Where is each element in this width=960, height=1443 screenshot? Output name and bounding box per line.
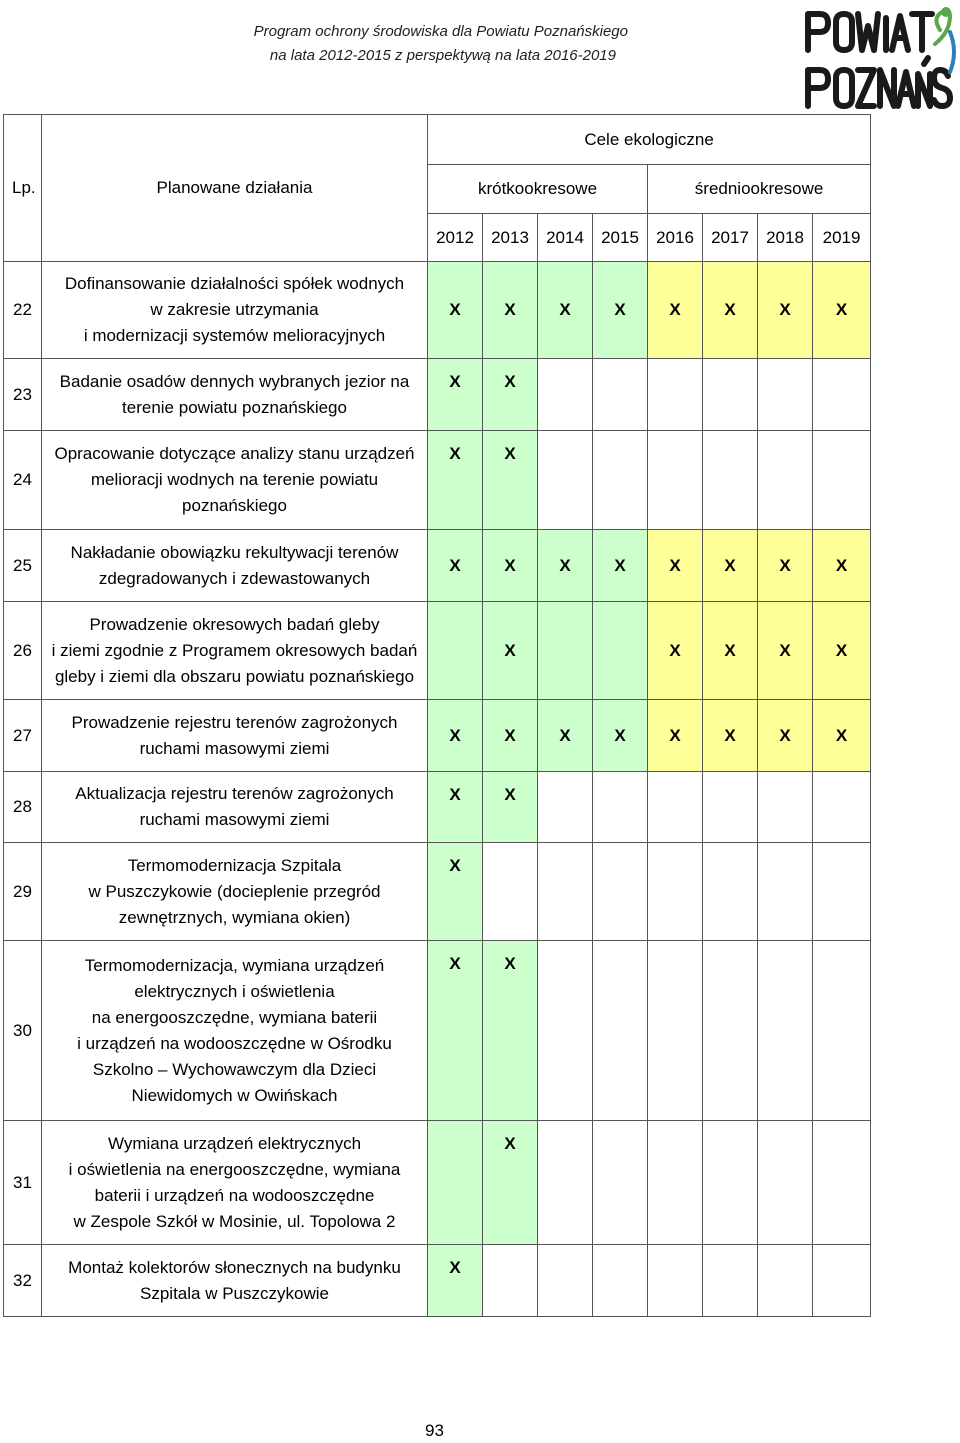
year-mark-cell — [758, 843, 813, 941]
year-mark-cell — [593, 1245, 648, 1317]
year-mark-cell — [593, 843, 648, 941]
x-mark: X — [779, 555, 791, 575]
year-mark-cell — [813, 941, 871, 1121]
year-mark-cell — [813, 772, 871, 843]
row-number: 26 — [4, 602, 42, 700]
year-mark-cell — [703, 772, 758, 843]
row-number: 22 — [4, 262, 42, 359]
year-header: 2017 — [703, 214, 758, 262]
action-description: Prowadzenie okresowych badań gleby i ziemi zgodnie z Programem okresowych badań gleby i ziemi dla obszaru powiatu poznańskiego — [42, 602, 428, 700]
year-header: 2012 — [428, 214, 483, 262]
action-description: Opracowanie dotyczące analizy stanu urządzeń melioracji wodnych na terenie powiatu poznańskiego — [42, 431, 428, 530]
x-mark: X — [504, 725, 516, 745]
table-row — [4, 359, 871, 431]
action-description: Aktualizacja rejestru terenów zagrożonych ruchami masowymi ziemi — [42, 772, 428, 843]
year-mark-cell — [648, 1121, 703, 1245]
x-mark: X — [835, 300, 848, 319]
x-mark: X — [504, 640, 516, 660]
x-mark: X — [449, 300, 461, 319]
x-mark: X — [724, 640, 736, 660]
year-mark-cell — [483, 1245, 538, 1317]
row-number: 25 — [4, 530, 42, 602]
year-mark-cell — [758, 262, 813, 359]
x-mark: X — [504, 444, 516, 463]
row-number: 27 — [4, 700, 42, 772]
x-mark: X — [449, 954, 461, 973]
year-mark-cell — [758, 431, 813, 530]
year-mark-cell — [648, 530, 703, 602]
year-mark-cell — [593, 431, 648, 530]
header-line-1: Program ochrony środowiska dla Powiatu Poznańskiego — [253, 23, 628, 40]
year-mark-cell — [483, 772, 538, 843]
x-mark: X — [614, 555, 626, 575]
year-mark-cell — [813, 431, 871, 530]
x-mark: X — [559, 300, 571, 319]
year-mark-cell — [703, 431, 758, 530]
year-mark-cell — [483, 530, 538, 602]
action-description: Termomodernizacja, wymiana urządzeń elektrycznych i oświetlenia na energooszczędne, wymiana baterii i urządzeń na wodooszczędne w Ośrodku Szkolno – Wychowawczym dla Dzieci Niewidomych w Owińskach — [42, 941, 428, 1121]
x-mark: X — [669, 725, 681, 745]
x-mark: X — [449, 1258, 461, 1277]
year-mark-cell — [483, 1121, 538, 1245]
action-description: Nakładanie obowiązku rekultywacji terenów zdegradowanych i zdewastowanych — [42, 530, 428, 602]
year-mark-cell — [428, 772, 483, 843]
year-mark-cell — [428, 843, 483, 941]
x-mark: X — [614, 300, 626, 319]
x-mark: X — [835, 555, 848, 575]
powiat-poznanski-logo — [800, 2, 960, 112]
x-mark: X — [449, 725, 461, 745]
year-mark-cell — [813, 700, 871, 772]
year-mark-cell — [593, 359, 648, 431]
year-mark-cell — [538, 602, 593, 700]
year-mark-cell — [648, 941, 703, 1121]
year-mark-cell — [648, 772, 703, 843]
year-mark-cell — [758, 772, 813, 843]
table-row — [4, 1245, 871, 1317]
year-mark-cell — [538, 700, 593, 772]
year-mark-cell — [428, 1121, 483, 1245]
year-mark-cell — [703, 530, 758, 602]
table-row — [4, 772, 871, 843]
year-mark-cell — [758, 359, 813, 431]
x-mark: X — [449, 372, 461, 391]
year-mark-cell — [428, 431, 483, 530]
year-mark-cell — [483, 941, 538, 1121]
table-row — [4, 530, 871, 602]
year-mark-cell — [703, 1245, 758, 1317]
year-mark-cell — [483, 359, 538, 431]
year-mark-cell — [593, 262, 648, 359]
year-mark-cell — [758, 602, 813, 700]
year-mark-cell — [703, 602, 758, 700]
year-header: 2019 — [813, 214, 871, 262]
year-mark-cell — [758, 700, 813, 772]
table-row — [4, 431, 871, 530]
year-mark-cell — [593, 772, 648, 843]
year-mark-cell — [428, 262, 483, 359]
table-row — [4, 262, 871, 359]
year-mark-cell — [703, 700, 758, 772]
year-mark-cell — [428, 530, 483, 602]
x-mark: X — [669, 300, 681, 319]
year-mark-cell — [648, 700, 703, 772]
table-row — [4, 843, 871, 941]
action-description: Wymiana urządzeń elektrycznych i oświetlenia na energooszczędne, wymiana baterii i urządzeń na wodooszczędne w Zespole Szkół w Mosinie, ul. Topolowa 2 — [42, 1121, 428, 1245]
year-header: 2013 — [483, 214, 538, 262]
year-header: 2016 — [648, 214, 703, 262]
row-number: 28 — [4, 772, 42, 843]
x-mark: X — [504, 300, 516, 319]
row-number: 29 — [4, 843, 42, 941]
year-mark-cell — [648, 602, 703, 700]
table-row — [4, 700, 871, 772]
year-mark-cell — [758, 1245, 813, 1317]
page-number: 93 — [425, 1421, 444, 1440]
year-mark-cell — [483, 700, 538, 772]
year-mark-cell — [813, 1245, 871, 1317]
x-mark: X — [504, 1134, 516, 1153]
action-description: Termomodernizacja Szpitala w Puszczykowie (docieplenie przegród zewnętrznych, wymiana okien) — [42, 843, 428, 941]
year-mark-cell — [428, 941, 483, 1121]
year-mark-cell — [538, 1121, 593, 1245]
year-mark-cell — [538, 843, 593, 941]
x-mark: X — [449, 555, 461, 575]
year-mark-cell — [648, 262, 703, 359]
goals-header: Cele ekologiczne — [428, 115, 871, 165]
year-mark-cell — [648, 1245, 703, 1317]
year-mark-cell — [593, 1121, 648, 1245]
x-mark: X — [724, 300, 736, 319]
x-mark: X — [724, 555, 736, 575]
actions-header: Planowane działania — [42, 115, 428, 262]
year-header: 2018 — [758, 214, 813, 262]
table-row — [4, 941, 871, 1121]
year-header: 2014 — [538, 214, 593, 262]
row-number: 24 — [4, 431, 42, 530]
year-mark-cell — [538, 772, 593, 843]
year-mark-cell — [593, 530, 648, 602]
x-mark: X — [504, 954, 516, 973]
year-mark-cell — [483, 843, 538, 941]
year-mark-cell — [813, 530, 871, 602]
row-number: 32 — [4, 1245, 42, 1317]
x-mark: X — [449, 444, 461, 463]
year-mark-cell — [593, 602, 648, 700]
x-mark: X — [724, 725, 736, 745]
year-mark-cell — [703, 359, 758, 431]
year-mark-cell — [813, 843, 871, 941]
year-mark-cell — [758, 941, 813, 1121]
x-mark: X — [559, 725, 571, 745]
x-mark: X — [504, 785, 516, 804]
action-description: Montaż kolektorów słonecznych na budynku Szpitala w Puszczykowie — [42, 1245, 428, 1317]
lp-header: Lp. — [4, 115, 42, 262]
year-mark-cell — [648, 843, 703, 941]
year-mark-cell — [758, 1121, 813, 1245]
table-row — [4, 602, 871, 700]
x-mark: X — [779, 300, 791, 319]
year-mark-cell — [483, 262, 538, 359]
x-mark: X — [614, 725, 626, 745]
year-mark-cell — [538, 1245, 593, 1317]
action-description: Prowadzenie rejestru terenów zagrożonych ruchami masowymi ziemi — [42, 700, 428, 772]
year-mark-cell — [428, 359, 483, 431]
year-mark-cell — [813, 1121, 871, 1245]
x-mark: X — [835, 640, 848, 660]
year-mark-cell — [428, 1245, 483, 1317]
year-mark-cell — [483, 431, 538, 530]
actions-table — [3, 114, 871, 1317]
row-number: 23 — [4, 359, 42, 431]
year-mark-cell — [428, 602, 483, 700]
year-mark-cell — [428, 700, 483, 772]
year-mark-cell — [703, 941, 758, 1121]
action-description: Dofinansowanie działalności spółek wodnych w zakresie utrzymania i modernizacji systemów melioracyjnych — [42, 262, 428, 359]
x-mark: X — [504, 555, 516, 575]
row-number: 31 — [4, 1121, 42, 1245]
year-header: 2015 — [593, 214, 648, 262]
x-mark: X — [779, 725, 791, 745]
year-mark-cell — [813, 262, 871, 359]
x-mark: X — [449, 785, 461, 804]
year-mark-cell — [813, 602, 871, 700]
year-mark-cell — [483, 602, 538, 700]
action-description: Badanie osadów dennych wybranych jezior na terenie powiatu poznańskiego — [42, 359, 428, 431]
year-mark-cell — [813, 359, 871, 431]
year-mark-cell — [538, 262, 593, 359]
mid-term-header: średniookresowe — [648, 165, 871, 214]
short-term-header: krótkookresowe — [428, 165, 648, 214]
x-mark: X — [504, 372, 516, 391]
x-mark: X — [835, 725, 848, 745]
year-mark-cell — [593, 700, 648, 772]
year-mark-cell — [538, 359, 593, 431]
year-mark-cell — [758, 530, 813, 602]
year-mark-cell — [538, 431, 593, 530]
x-mark: X — [669, 555, 681, 575]
x-mark: X — [449, 856, 461, 875]
year-mark-cell — [648, 359, 703, 431]
x-mark: X — [779, 640, 791, 660]
x-mark: X — [669, 640, 681, 660]
year-mark-cell — [648, 431, 703, 530]
table-row — [4, 1121, 871, 1245]
year-mark-cell — [703, 843, 758, 941]
x-mark: X — [559, 555, 571, 575]
year-mark-cell — [703, 1121, 758, 1245]
header-line-2: na lata 2012-2015 z perspektywą na lata 2016-2019 — [269, 47, 616, 64]
year-mark-cell — [538, 530, 593, 602]
year-mark-cell — [538, 941, 593, 1121]
row-number: 30 — [4, 941, 42, 1121]
year-mark-cell — [703, 262, 758, 359]
year-mark-cell — [593, 941, 648, 1121]
